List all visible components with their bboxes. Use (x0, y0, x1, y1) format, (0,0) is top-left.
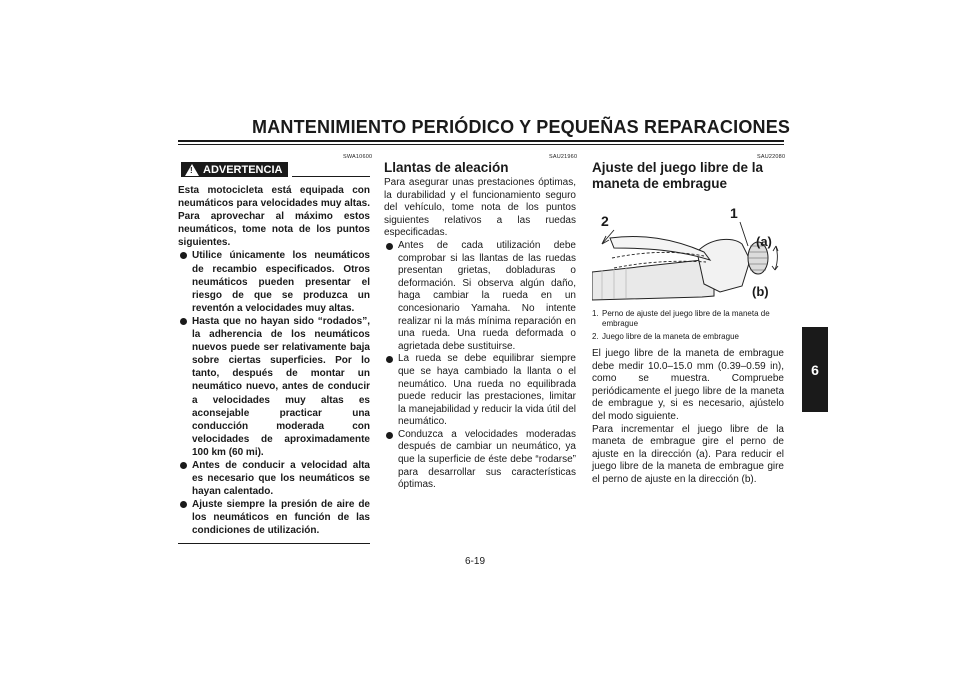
wheels-list (384, 240, 576, 492)
figure-label-b: (b) (752, 284, 769, 299)
caption-item: 2. Juego libre de la maneta de embrague (592, 332, 739, 341)
header-rule (178, 140, 784, 142)
list-item: Utilice únicamente los neumáticos de recambio especificados. Otros neumáticos pueden presentar el riesgo de que se produzca un reventón a velocidades muy altas. (178, 249, 370, 314)
figure-label-2: 2 (601, 213, 609, 229)
bullet-icon (386, 243, 393, 250)
warning-header-rule (292, 176, 370, 177)
figure-label-1: 1 (730, 205, 738, 221)
clutch-section (592, 160, 784, 487)
clutch-paragraph-2: Para incrementar el juego libre de la maneta de embrague gire el perno de ajuste en la dirección (a). Para reducir el juego libre de la maneta de embrague gire el perno de ajuste en la dirección (b). (592, 423, 784, 485)
warning-label: ADVERTENCIA (203, 163, 283, 176)
clutch-lever-illustration (592, 200, 784, 305)
warning-icon: ! (185, 164, 199, 176)
clutch-paragraph-1: El juego libre de la maneta de embrague debe medir 10.0–15.0 mm (0.39–0.59 in), como se muestra. Compruebe periódicamente el juego libre de la maneta de embrague y, si es necesario, ajústelo del modo siguiente. (592, 348, 784, 422)
bullet-icon (386, 432, 393, 439)
warning-header (178, 160, 370, 180)
warning-section (178, 160, 370, 544)
wheels-code: SAU21960 (549, 154, 578, 160)
caption-item: 1. Perno de ajuste del juego libre de la maneta de embrague (592, 309, 770, 328)
header-rule-thin (178, 144, 784, 145)
clutch-lever-figure (592, 200, 784, 305)
list-item: Hasta que no hayan sido “rodados”, la adherencia de los neumáticos nuevos puede ser relativamente baja sobre ciertas superficies. Por lo tanto, después de montar un neumático nuevo, antes de conducir a velocidades muy altas es aconsejable practicar una conducción moderada con velocidades de aproximadamente 100 km (60 mi). (178, 315, 370, 459)
chapter-tab: 6 (802, 327, 828, 412)
figure-captions (592, 309, 784, 342)
bullet-icon (180, 462, 187, 469)
clutch-heading: Ajuste del juego libre de la maneta de embrague (592, 160, 764, 191)
warning-badge (181, 162, 288, 177)
warning-list (178, 249, 370, 537)
bullet-icon (386, 356, 393, 363)
list-item: La rueda se debe equilibrar siempre que se haya cambiado la llanta o el neumático. Una rueda no equilibrada puede reducir las prestaciones, limitar la manejabilidad y reducir la vida útil del neumático. (384, 353, 576, 429)
list-item: Ajuste siempre la presión de aire de los neumáticos en función de las condiciones de utilización. (178, 498, 370, 537)
warning-code: SWA10600 (343, 154, 373, 160)
wheels-section (384, 160, 576, 492)
wheels-intro: Para asegurar unas prestaciones óptimas, la durabilidad y el funcionamiento seguro del vehículo, tome nota de los puntos siguientes relativos a las ruedas especificadas. (384, 177, 576, 239)
warning-intro: Esta motocicleta está equipada con neumáticos para velocidades muy altas. Para aprovechar al máximo estos neumáticos, tome nota de los puntos siguientes. (178, 185, 370, 249)
list-item: Antes de cada utilización debe comprobar si las llantas de las ruedas presentan grietas, dobladuras o deformación. Si observa algún daño, haga cambiar la rueda en un concesionario Yamaha. No intente realizar ni la más mínima reparación en una rueda. Una rueda deformada o agrietada debe sustituirse. (384, 240, 576, 353)
clutch-code: SAU22080 (757, 154, 786, 160)
page-number: 6-19 (465, 556, 486, 567)
bullet-icon (180, 252, 187, 259)
list-item: Antes de conducir a velocidad alta es necesario que los neumáticos se hayan calentado. (178, 459, 370, 498)
warning-end-rule (178, 543, 370, 544)
list-item: Conduzca a velocidades moderadas después de cambiar un neumático, ya que la superficie de éste debe “rodarse” para desarrollar sus características óptimas. (384, 429, 576, 492)
bullet-icon (180, 501, 187, 508)
bullet-icon (180, 318, 187, 325)
wheels-heading: Llantas de aleación (384, 160, 509, 175)
figure-label-a: (a) (756, 234, 772, 249)
page-title: MANTENIMIENTO PERIÓDICO Y PEQUEÑAS REPARACIONES (252, 117, 791, 137)
